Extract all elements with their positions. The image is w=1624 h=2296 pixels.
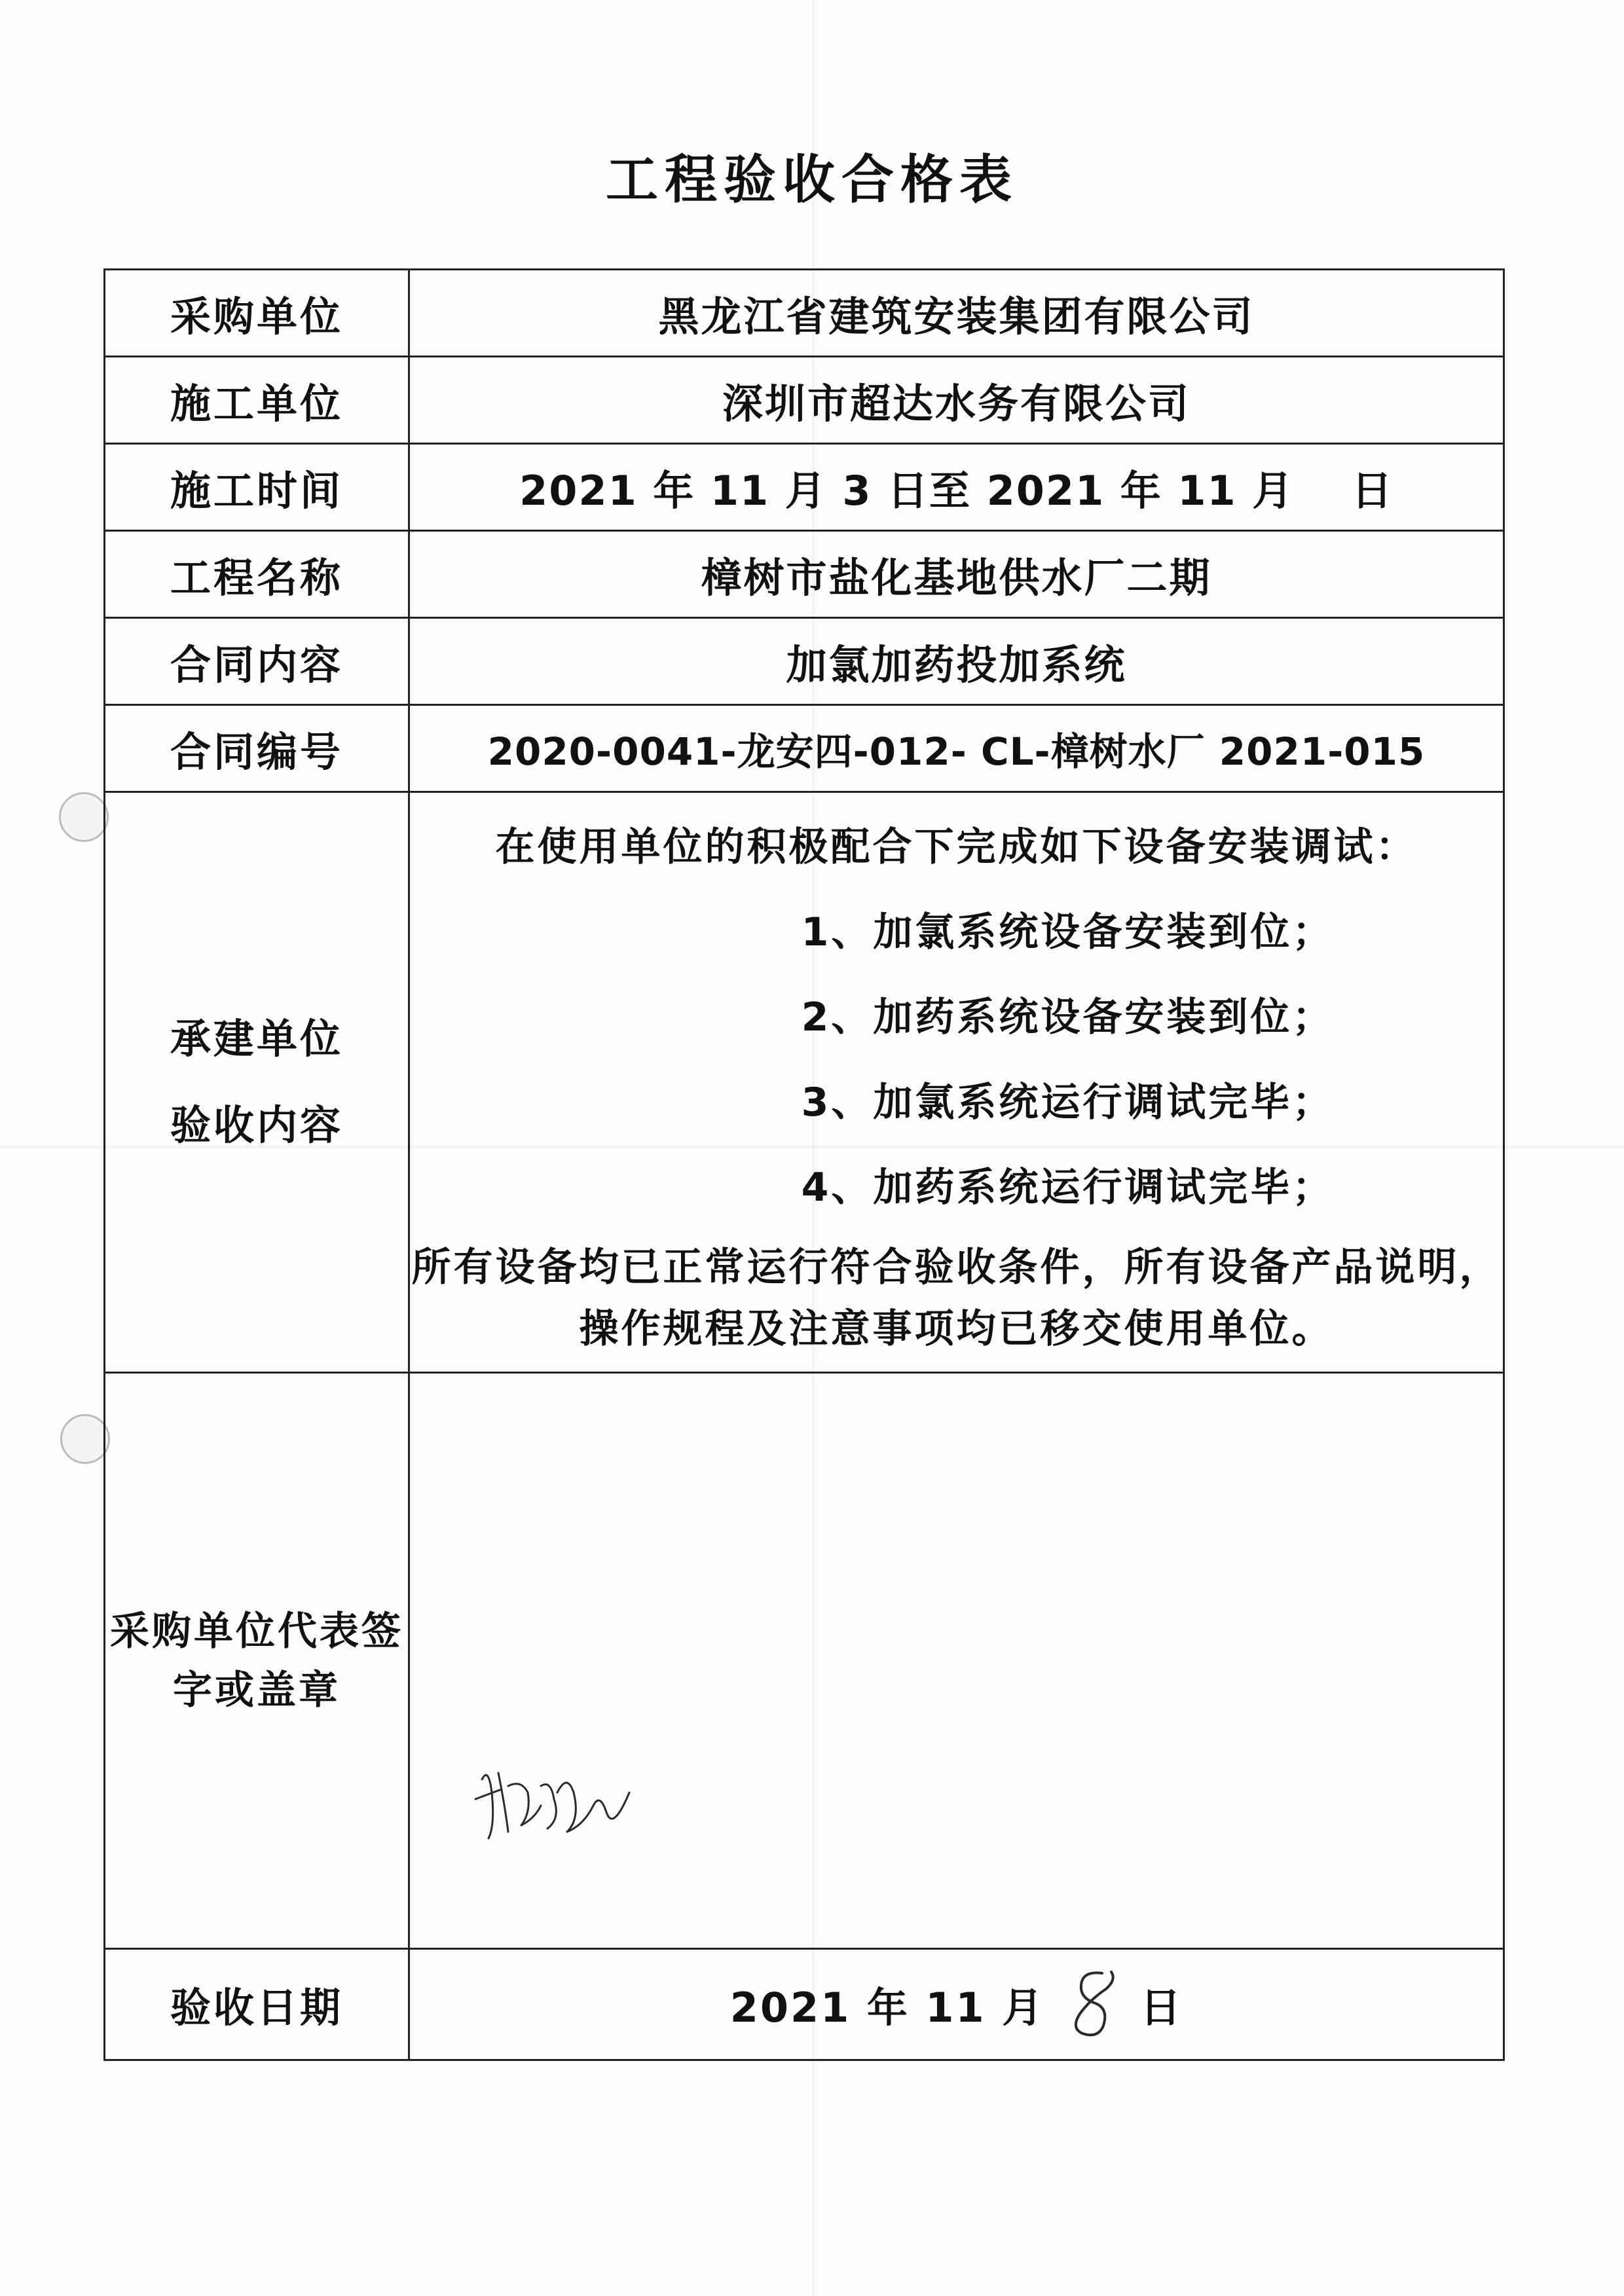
period-value: 2021 年 11 月 3 日至 2021 年 11 月 日 — [409, 444, 1504, 531]
handwritten-day — [1056, 1965, 1128, 2044]
acceptance-label-line2: 验收内容 — [170, 1101, 343, 1149]
table-row — [105, 357, 1504, 444]
period-label: 施工时间 — [105, 444, 409, 531]
acceptance-content — [409, 792, 1504, 1373]
date-year-month: 2021 年 11 月 — [729, 1984, 1045, 2032]
list-item: 3、加氯系统运行调试完毕； — [801, 1080, 1335, 1125]
table-row — [105, 270, 1504, 357]
project-label: 工程名称 — [105, 531, 409, 618]
purchaser-value: 黑龙江省建筑安装集团有限公司 — [409, 270, 1504, 357]
table-row — [105, 1949, 1504, 2060]
date-day-suffix: 日 — [1140, 1984, 1183, 2032]
contract-no-value: 2020-0041-龙安四-012- CL-樟树水厂 2021-015 — [409, 705, 1504, 792]
table-row — [105, 792, 1504, 1373]
contract-content-label: 合同内容 — [105, 618, 409, 705]
signature-label: 采购单位代表签字或盖章 — [105, 1373, 409, 1949]
list-item: 4、加药系统运行调试完毕； — [801, 1165, 1335, 1211]
acceptance-form-table — [103, 268, 1505, 2061]
purchaser-label: 采购单位 — [105, 270, 409, 357]
contract-content-value: 加氯加药投加系统 — [409, 618, 1504, 705]
acceptance-label — [105, 792, 409, 1373]
contractor-label: 施工单位 — [105, 357, 409, 444]
acceptance-closing: 所有设备均已正常运行符合验收条件，所有设备产品说明，操作规程及注意事项均已移交使用单位。 — [411, 1245, 1502, 1352]
page-title: 工程验收合格表 — [606, 149, 1018, 210]
table-row — [105, 1373, 1504, 1949]
handwritten-signature — [469, 1753, 639, 1851]
acceptance-label-line1: 承建单位 — [170, 1015, 343, 1063]
list-item: 1、加氯系统设备安装到位； — [801, 909, 1335, 955]
contractor-value: 深圳市超达水务有限公司 — [409, 357, 1504, 444]
table-row — [105, 444, 1504, 531]
contract-no-label: 合同编号 — [105, 705, 409, 792]
project-value: 樟树市盐化基地供水厂二期 — [409, 531, 1504, 618]
table-row — [105, 618, 1504, 705]
date-value — [409, 1949, 1504, 2060]
signature-area — [409, 1373, 1504, 1949]
table-row — [105, 531, 1504, 618]
table-row — [105, 705, 1504, 792]
date-label: 验收日期 — [105, 1949, 409, 2060]
acceptance-intro: 在使用单位的积极配合下完成如下设备安装调试： — [495, 824, 1418, 870]
punch-hole — [60, 1414, 110, 1464]
punch-hole — [59, 792, 109, 842]
list-item: 2、加药系统设备安装到位； — [801, 994, 1335, 1040]
